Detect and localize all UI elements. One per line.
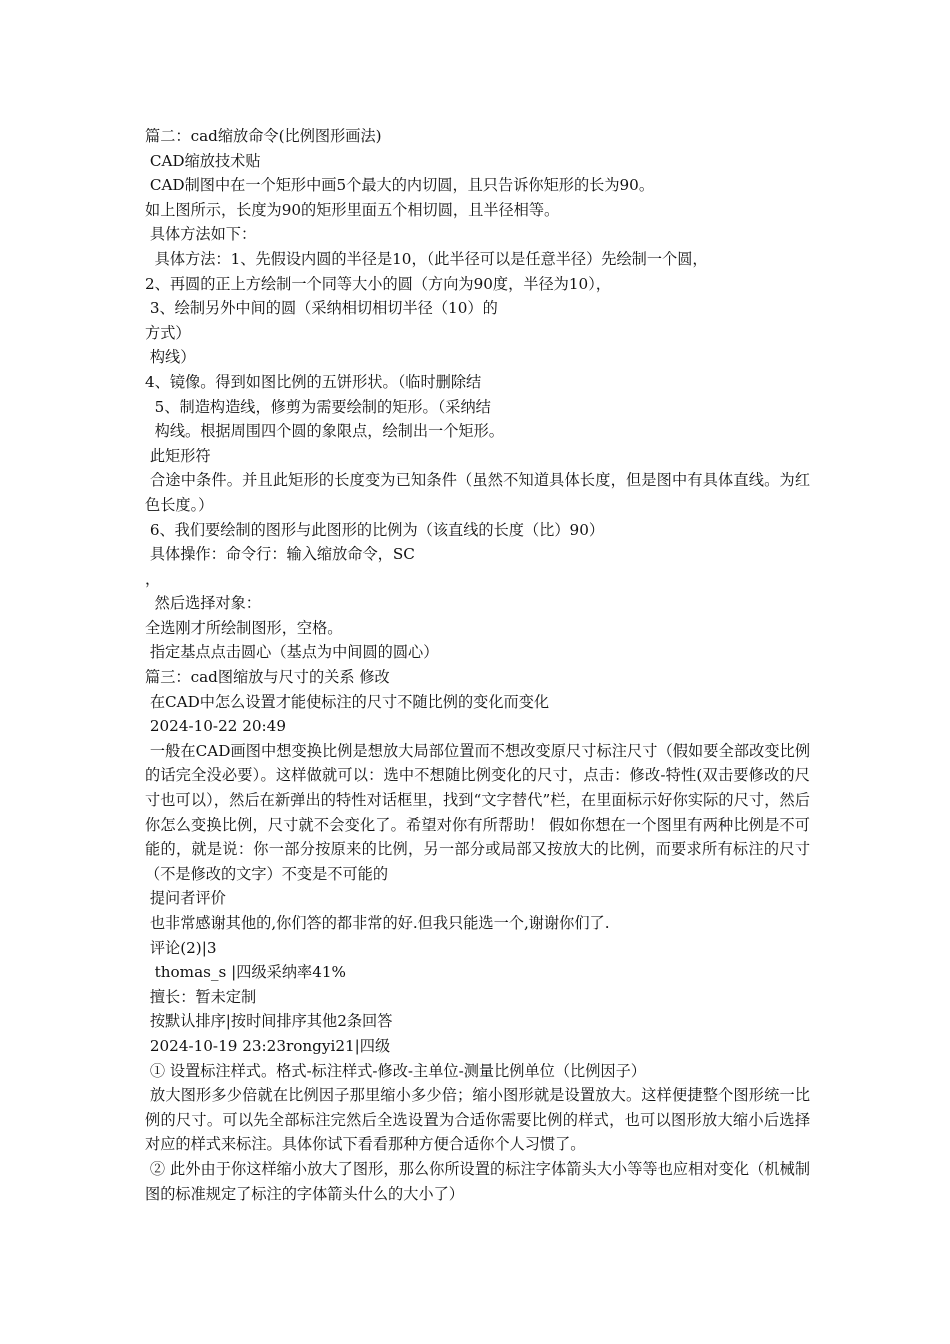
text-line: 放大图形多少倍就在比例因子那里缩小多少倍；缩小图形就是设置放大。这样便捷整个图形统一比例的尺寸。可以先全部标注完然后全选设置为合适你需要比例的样式，也可以图形放大缩小后选择对应的样式来标注。具体你试下看看那种方便合适你个人习惯了。	[145, 1086, 811, 1154]
text-line: 在CAD中怎么设置才能使标注的尺寸不随比例的变化而变化	[145, 692, 550, 711]
text-line: 构线）	[145, 348, 196, 367]
text-line: ② 此外由于你这样缩小放大了图形，那么你所设置的标注字体箭头大小等等也应相对变化（机械制图的标准规定了标注的字体箭头什么的大小了）	[145, 1159, 811, 1203]
text-line: thomas_s |四级采纳率41%	[145, 963, 346, 982]
text-line: CAD缩放技术贴	[145, 151, 261, 170]
text-line: 篇二：cad缩放命令(比例图形画法)	[145, 127, 382, 145]
text-line: 全选刚才所绘制图形，空格。	[145, 618, 343, 637]
text-line: 4、镜像。得到如图比例的五饼形状。（临时删除结	[145, 372, 482, 391]
text-line: CAD制图中在一个矩形中画5个最大的内切圆，且只告诉你矩形的长为90。	[145, 176, 655, 195]
text-line: 评论(2)|3	[145, 938, 217, 957]
text-line: 3、绘制另外中间的圆（采纳相切相切半径（10）的	[145, 299, 498, 318]
text-line: 此矩形符	[145, 446, 211, 465]
text-line: 具体操作：命令行：输入缩放命令，SC	[145, 545, 415, 564]
text-line: 篇三：cad图缩放与尺寸的关系 修改	[145, 668, 390, 687]
document-body	[145, 124, 810, 1206]
text-line: 指定基点点击圆心（基点为中间圆的圆心）	[145, 643, 439, 662]
text-line: 具体方法：1、先假设内圆的半径是10，（此半径可以是任意半径）先绘制一个圆，	[145, 249, 708, 268]
text-line: 擅长：暂未定制	[145, 987, 257, 1006]
text-line: 一般在CAD画图中想变换比例是想放大局部位置而不想改变原尺寸标注尺寸（假如要全部改变比例的话完全没必要）。这样做就可以：选中不想随比例变化的尺寸，点击：修改-特性(双击要修改的尺寸也可以），然后在新弹出的特性对话框里，找到“文字替代”栏，在里面标示好你实际的尺寸，然后你怎么变换比例，尺寸就不会变化了。希望对你有所帮助！ 假如你想在一个图里有两种比例是不可能的，就是说：你一部分按原来的比例，另一部分或局部又按放大的比例，而要求所有标注的尺寸（不是修改的文字）不变是不可能的	[145, 741, 811, 883]
text-line: 按默认排序|按时间排序其他2条回答	[145, 1012, 393, 1031]
text-line: 5、制造构造线，修剪为需要绘制的矩形。（采纳结	[145, 397, 491, 416]
text-line: 2024-10-19 23:23rongyi21|四级	[145, 1036, 391, 1055]
text-line: 也非常感谢其他的,你们答的都非常的好.但我只能选一个,谢谢你们了.	[145, 914, 610, 932]
text-line: 6、我们要绘制的图形与此图形的比例为（该直线的长度（比）90）	[145, 520, 605, 539]
text-line: 如上图所示，长度为90的矩形里面五个相切圆，且半径相等。	[145, 200, 560, 219]
text-line: 2、再圆的正上方绘制一个同等大小的圆（方向为90度，半径为10），	[145, 274, 611, 293]
text-line: ① 设置标注样式。格式-标注样式-修改-主单位-测量比例单位（比例因子）	[145, 1061, 646, 1080]
text-line: 具体方法如下：	[145, 225, 257, 244]
text-line: 然后选择对象：	[145, 594, 261, 613]
text-line: 合途中条件。并且此矩形的长度变为已知条件（虽然不知道具体长度，但是图中有具体直线。为红色长度。）	[145, 471, 811, 514]
text-line: 提问者评价	[145, 889, 226, 908]
text-line: 构线。根据周围四个圆的象限点，绘制出一个矩形。	[145, 422, 504, 441]
text-line: 方式）	[145, 323, 191, 342]
text-line: ，	[145, 569, 161, 588]
text-line: 2024-10-22 20:49	[145, 717, 286, 736]
